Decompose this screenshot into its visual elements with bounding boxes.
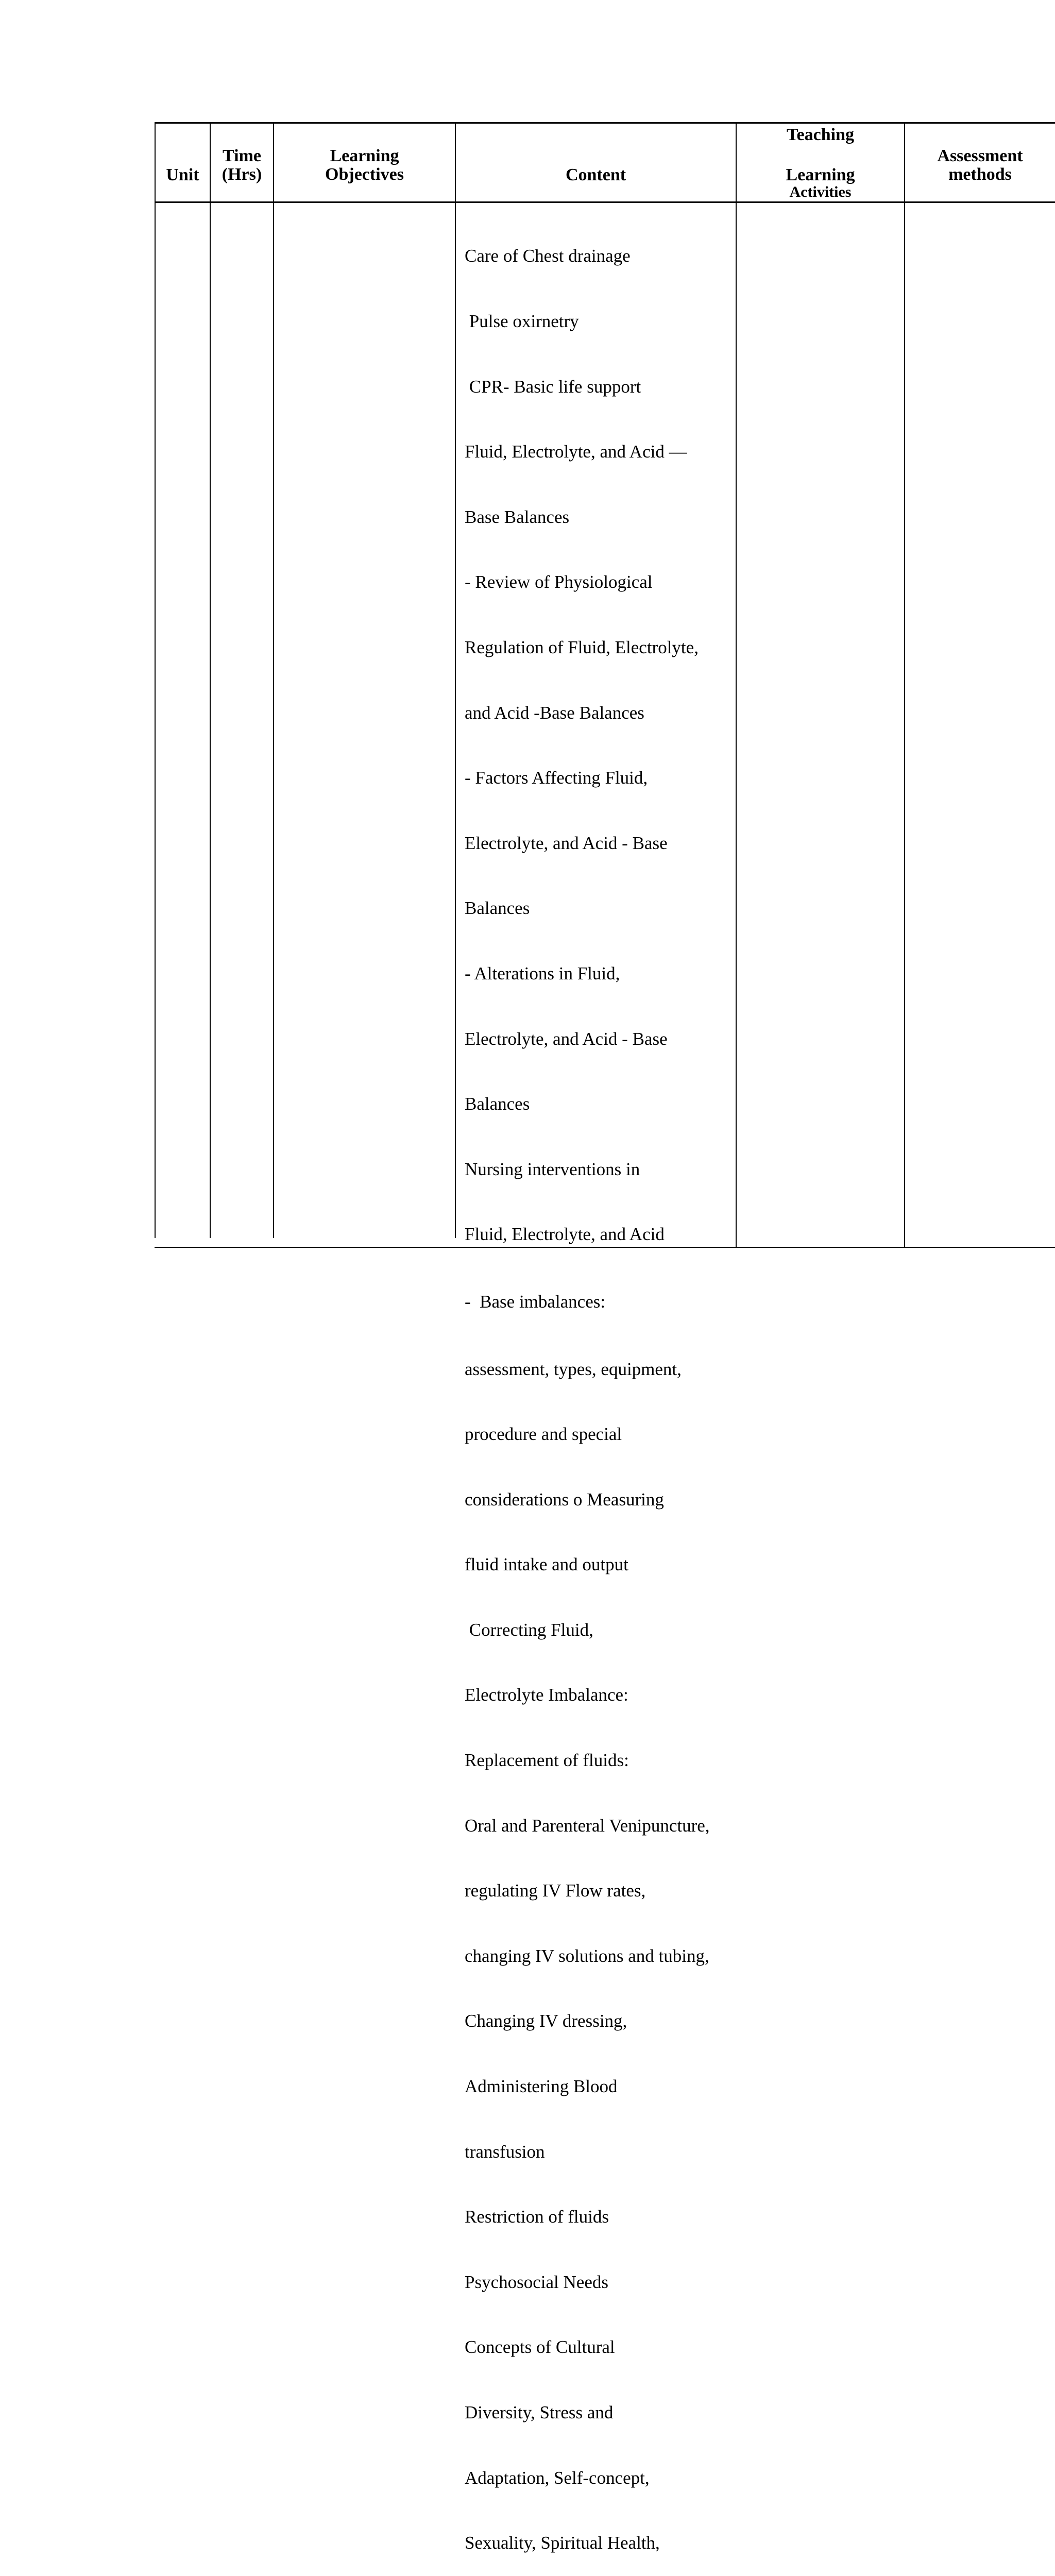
header-assessment-line2: methods — [948, 165, 1012, 184]
content-line: Base Balances — [465, 506, 570, 527]
content-line: Fluid, Electrolyte, and Acid — [465, 1224, 665, 1245]
col-divider-time-objectives — [273, 122, 274, 1238]
header-assessment-line1: Assessment — [937, 146, 1023, 165]
content-line: Administering Blood — [465, 2076, 618, 2097]
content-line: Care of Chest drainage — [465, 246, 631, 266]
content-line: changing IV solutions and tubing, — [465, 1945, 709, 1966]
header-time-line1: Time — [223, 146, 261, 165]
content-line: transfusion — [465, 2141, 545, 2162]
header-content-label: Content — [565, 165, 626, 184]
content-line: Sexuality, Spiritual Health, — [465, 2533, 660, 2553]
header-unit — [156, 166, 210, 184]
content-line: Pulse oxirnetry — [465, 311, 579, 331]
header-time — [211, 147, 273, 184]
table-top-border — [155, 122, 1055, 124]
header-tla-line1: Teaching — [786, 125, 854, 144]
content-line: Replacement of fluids: — [465, 1750, 629, 1771]
content-line: Balances — [465, 1094, 530, 1114]
col-divider-unit-time — [210, 122, 211, 1238]
header-content — [456, 166, 736, 184]
content-line: Electrolyte, and Acid - Base — [465, 1028, 668, 1049]
content-line: Adaptation, Self-concept, — [465, 2467, 650, 2488]
content-line: Regulation of Fluid, Electrolyte, — [465, 637, 699, 657]
content-line: Oral and Parenteral Venipuncture, — [465, 1815, 710, 1836]
content-line: - Alterations in Fluid, — [465, 963, 620, 984]
content-line: regulating IV Flow rates, — [465, 1880, 646, 1901]
content-line: procedure and special — [465, 1424, 622, 1445]
content-line: Concepts of Cultural — [465, 2337, 615, 2358]
content-line: Restriction of fluids — [465, 2207, 609, 2227]
content-line: - Review of Physiological — [465, 572, 653, 592]
content-cell — [465, 202, 733, 2576]
content-line: Changing IV dressing, — [465, 2011, 627, 2031]
content-line: - Base imbalances: — [465, 1291, 606, 1312]
col-divider-tla-assessment — [904, 122, 905, 1248]
content-line: Electrolyte, and Acid - Base — [465, 833, 668, 853]
header-objectives-line1: Learning — [330, 146, 399, 165]
content-line: Balances — [465, 898, 530, 919]
content-line: and Acid -Base Balances — [465, 702, 644, 723]
content-line: fluid intake and output — [465, 1554, 628, 1575]
header-learning-objectives — [274, 147, 455, 184]
header-unit-label: Unit — [166, 165, 199, 184]
header-tla-line3: Activities — [789, 183, 852, 200]
content-line: - Factors Affecting Fluid, — [465, 768, 648, 788]
header-tla-line2: Learning — [786, 165, 855, 184]
header-teaching-learning-activities — [737, 126, 904, 200]
content-line: Nursing interventions in — [465, 1159, 640, 1179]
content-line: Diversity, Stress and — [465, 2402, 614, 2422]
content-line: Psychosocial Needs — [465, 2272, 608, 2292]
content-line: Correcting Fluid, — [465, 1619, 593, 1640]
header-objectives-line2: Objectives — [325, 165, 404, 184]
content-line: Electrolyte Imbalance: — [465, 1685, 628, 1705]
table-left-border — [155, 122, 156, 1238]
header-time-line2: (Hrs) — [222, 165, 262, 184]
content-line: CPR- Basic life support — [465, 376, 641, 397]
content-line: Fluid, Electrolyte, and Acid — — [465, 442, 687, 462]
content-line: assessment, types, equipment, — [465, 1359, 682, 1379]
col-divider-content-tla — [736, 122, 737, 1248]
content-line: considerations o Measuring — [465, 1489, 664, 1510]
header-assessment-methods — [905, 147, 1055, 184]
col-divider-objectives-content — [455, 122, 456, 1238]
